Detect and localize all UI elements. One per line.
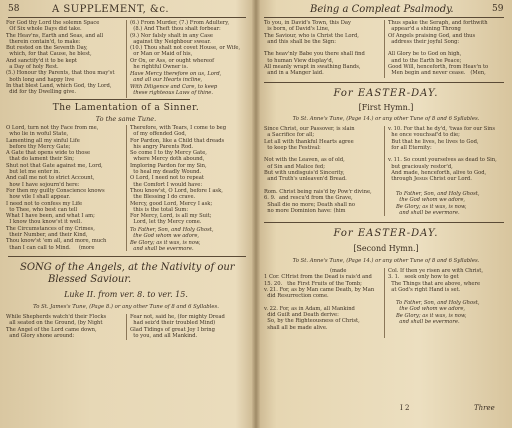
- verse-line: before thy Mercy Gate;: [6, 143, 71, 150]
- verse-line: the God whom we adore,: [396, 306, 466, 313]
- song-tune: To St. James's Tune, (Page 8.) or any other Tune of 8 and 6 Syllables.: [33, 304, 219, 310]
- verse-line: of my offended God,: [130, 131, 187, 138]
- verse-line: to you, and all Mankind.: [130, 332, 198, 339]
- verse-line: through Jesus Christ our Lord.: [388, 176, 472, 183]
- lament-col-right: [130, 125, 226, 226]
- right-running-head: Being a Compleat Psalmody.: [310, 4, 454, 15]
- verse-line: he rightful Owner is.: [130, 64, 189, 71]
- verse-line: Shall die no more; Death shall no: [264, 201, 355, 208]
- verse-line: O Lord, turn not thy Face from me,: [6, 125, 99, 131]
- verse-line: For God thy Lord the solemn Space: [6, 20, 100, 26]
- lament-col-divider: [126, 125, 127, 251]
- right-section-rule-2: [264, 222, 504, 223]
- verse-line: Mercy, good Lord, Mercy I ask;: [130, 200, 213, 207]
- easter2-col-divider: [384, 268, 385, 338]
- verse-line: O Lord, I need not to repeat: [130, 175, 204, 182]
- verse-line: all seated on the Ground, (by Night: [6, 320, 103, 327]
- verse-line: What I have been, and what I am;: [6, 213, 95, 220]
- right-top-col-divider: [384, 20, 385, 78]
- verse-line: but let me enter in.: [6, 169, 61, 176]
- song-col-left: [6, 314, 106, 339]
- verse-line: a Day of holy Rest.: [6, 64, 59, 71]
- verse-line: Be Glory; as it was, is now,: [130, 239, 201, 246]
- verse-line: appear'd a shining Throng: [388, 26, 461, 33]
- verse-line: Since Christ, our Passover, is slain: [264, 126, 355, 132]
- verse-line: So come I to thy Mercy Gate,: [130, 150, 207, 157]
- verse-line: and shall be evermore.: [396, 318, 460, 325]
- verse-line: no more Dominion have: (him: [264, 207, 346, 214]
- verse-line: Thus spake the Seraph, and forthwith: [388, 20, 488, 26]
- lament-tune: To the same Tune.: [95, 115, 157, 123]
- verse-line: and Truth's unleaven'd Bread.: [264, 176, 347, 183]
- verse-line: The Heav'ns, Earth and Seas, and all: [6, 32, 104, 39]
- verse-line: The heav'nly Babe you there shall find: [264, 51, 365, 58]
- left-top-col-divider: [126, 20, 127, 98]
- verse-line: All Glory be to God on high,: [388, 51, 462, 58]
- verse-line: (6.) From Murder, (7.) From Adultery,: [130, 20, 230, 26]
- verse-line: the God whom we adore,: [130, 233, 200, 240]
- verse-line: address their joyful Song:: [388, 38, 460, 45]
- left-section-rule-2: [8, 256, 246, 257]
- verse-line: to human View display'd,: [264, 57, 334, 64]
- verse-line: his angry Parents Rod.: [130, 143, 194, 150]
- easter2-hymn: [Second Hymn.]: [353, 244, 419, 253]
- verse-line: both long and happy live: [6, 76, 75, 83]
- verse-line: a Sacrifice for all;: [264, 132, 315, 139]
- verse-line: To Father, Son, and Holy Ghost,: [130, 227, 214, 233]
- verse-line: for all Eternity:: [388, 144, 432, 151]
- left-page: [0, 0, 252, 428]
- verse-line: the Comfort I would have:: [130, 181, 203, 188]
- verse-line: And call me not to strict Account,: [6, 175, 95, 182]
- easter2-tune: To St. Anne's Tune, (Page 14.) or any other Tune of 8 and 6 Syllables.: [292, 258, 480, 264]
- right-head-rule: [264, 17, 504, 18]
- verse-line: With Diligence and Care, to keep: [130, 83, 218, 90]
- lament-title: The Lamentation of a Sinner.: [52, 103, 200, 113]
- verse-line: To you, in David's Town, this Day: [264, 20, 351, 26]
- left-top-col-right: [130, 20, 240, 70]
- verse-line: and this shall be the Sign:: [264, 38, 336, 45]
- verse-line: Of Six whole Days did take.: [6, 26, 82, 33]
- verse-line: The Angel of the Lord came down,: [6, 326, 97, 333]
- verse-line: In that blest Land, which God, thy Lord,: [6, 82, 112, 89]
- verse-line: Fear not, said he, (for mighty Dread: [130, 314, 225, 320]
- verse-line: did for thy Dwelling give.: [6, 89, 77, 96]
- verse-line: or Man or Maid of his,: [130, 51, 193, 58]
- left-page-number: 58: [8, 4, 20, 14]
- verse-line: and Glory shone around:: [6, 332, 75, 339]
- right-top-col-right: [388, 20, 488, 77]
- verse-line: v. 21. For, as by Man came Death, by Man: [264, 286, 375, 293]
- verse-line: So, by the Righteousness of Christ,: [264, 318, 360, 325]
- verse-line: v. 11. So count yourselves as dead to Sin,: [388, 157, 497, 164]
- verse-line: where Mercy doth abound,: [130, 156, 205, 163]
- song-title-line1: SONG of the Angels, at the Nativity of our: [20, 262, 235, 273]
- verse-line: this is the total Sum:: [130, 206, 189, 213]
- verse-line: (8.) And Theft thou shalt forbear:: [130, 26, 221, 33]
- song-title-line2: Blessed Saviour.: [48, 274, 132, 285]
- lament-col-right-doxology: [130, 227, 213, 252]
- verse-line: and to the Earth be Peace;: [388, 57, 462, 64]
- verse-line: Lord, let thy Mercy come.: [130, 219, 202, 226]
- left-top-col-left: [6, 20, 114, 96]
- book-gutter: [252, 0, 260, 428]
- verse-line: All meanly wrapt in swathing Bands,: [264, 64, 361, 71]
- verse-line: The Things that are above, where: [388, 280, 481, 287]
- verse-line: Be Glory; as it was, is now,: [396, 312, 467, 319]
- easter2-col-left: [264, 268, 374, 331]
- right-top-col-left: [264, 20, 365, 77]
- easter2-title: For EASTER-DAY.: [333, 228, 439, 239]
- easter1-title: For EASTER-DAY.: [333, 88, 439, 99]
- verse-line: how vile I shall appear.: [6, 194, 71, 201]
- lament-col-left: [6, 125, 106, 251]
- verse-line: Thou know'st 'em all, and more, much: [6, 238, 107, 245]
- left-section-rule-1: [60, 99, 190, 100]
- verse-line: The Saviour, who is Christ the Lord,: [264, 32, 359, 39]
- verse-line: Not with the Leaven, as of old,: [264, 157, 345, 164]
- left-top-col-right-doxology: [130, 71, 221, 96]
- verse-line: and all our Hearts incline,: [130, 77, 203, 84]
- easter2-col-right: [388, 268, 483, 293]
- left-head-rule: [8, 17, 246, 18]
- verse-line: (9.) Nor falsly shalt in any Case: [130, 32, 213, 39]
- catchword: Three: [474, 404, 495, 412]
- verse-line: how I have sojourn'd here:: [6, 181, 80, 188]
- verse-line: which, for that Cause, he blest,: [6, 51, 92, 58]
- verse-line: To Father, Son, and Holy Ghost,: [396, 191, 480, 197]
- song-reference: Luke II. from ver. 8. to ver. 15.: [64, 290, 188, 299]
- right-page-number: 59: [492, 4, 504, 14]
- verse-line: I need not to confess my Life: [6, 200, 83, 207]
- verse-line: Thou know'st, O Lord, before I ask,: [130, 187, 223, 194]
- verse-line: To Father, Son, and Holy Ghost,: [396, 300, 480, 306]
- verse-line: therein contain'd, to make:: [6, 38, 81, 45]
- verse-line: (5.) Honour thy Parents, that thou may'st: [6, 70, 115, 77]
- verse-line: and shall be evermore.: [396, 209, 460, 216]
- verse-line: Rom. Christ being rais'd by Pow'r divine,: [264, 188, 372, 195]
- verse-line: The Circumstances of my Crimes,: [6, 225, 95, 232]
- easter1-col-left: [264, 126, 372, 214]
- left-running-head: A SUPPLEMENT, &c.: [52, 4, 170, 15]
- verse-line: Therefore, with Tears, I come to beg: [130, 125, 227, 131]
- verse-line: against thy Neighbour swear.: [130, 38, 211, 45]
- verse-line: But rested on the Seventh Day,: [6, 45, 88, 52]
- easter1-tune: To St. Anne's Tune, (Page 14.) or any other Tune of 8 and 6 Syllables.: [292, 116, 480, 122]
- verse-line: Shut not that Gate against me, Lord,: [6, 162, 103, 169]
- verse-line: to heal my deadly Wound.: [130, 169, 202, 176]
- verse-line: For Pardon, like a Child that dreads: [130, 137, 225, 144]
- verse-line: While Shepherds watch'd their Flocks: [6, 314, 107, 320]
- verse-line: Glad Tidings of great Joy I bring: [130, 326, 215, 333]
- verse-line: Men begin and never cease. (Men,: [388, 70, 486, 77]
- verse-line: A Gate that opens wide to those: [6, 150, 91, 157]
- verse-line: Lamenting all my sinful Life: [6, 137, 80, 144]
- verse-line: v. 22. For, as in Adam, all Mankind: [264, 305, 355, 312]
- verse-line: For then my guilty Conscience knows: [6, 187, 105, 194]
- verse-line: For Mercy, Lord, is all my Suit;: [130, 213, 212, 220]
- verse-line: and in a Manger laid.: [264, 70, 324, 77]
- verse-line: of Sin and Malice fed;: [264, 163, 326, 170]
- verse-line: But that he lives, he lives to God,: [388, 138, 479, 145]
- verse-line: But with undisguis'd Sincerity,: [264, 170, 345, 177]
- right-section-rule-1: [264, 82, 504, 83]
- verse-line: the Blessing I do crave.: [130, 194, 196, 201]
- verse-line: (10.) Thou shalt not covet House, or Wife,: [130, 45, 241, 52]
- verse-line: at God's right Hand is set.: [388, 286, 461, 293]
- verse-line: 3. 1. seek only how to get: [388, 274, 459, 281]
- verse-line: Let all with thankful Hearts agree: [264, 138, 354, 145]
- verse-line: 6. 9. and rescu'd from the Grave,: [264, 195, 353, 202]
- verse-line: And made, henceforth, alive to God,: [388, 170, 487, 177]
- verse-line: that do lament their Sin;: [6, 156, 75, 163]
- verse-line: v. 10. For that he dy'd, 'twas for our Sins: [388, 126, 496, 132]
- easter1-col-divider: [384, 126, 385, 216]
- verse-line: to Thee, who best can tell: [6, 206, 78, 213]
- right-page: [260, 0, 512, 428]
- verse-line: Good Will, henceforth, from Heav'n to: [388, 64, 489, 71]
- verse-line: is born, of David's Line,: [264, 26, 330, 33]
- verse-line: he once vouchsaf'd to die;: [388, 132, 460, 139]
- easter2-col-right-doxology: [396, 300, 479, 325]
- verse-line: did Guilt and Death derive:: [264, 312, 339, 319]
- verse-line: Be Glory; as it was, is now,: [396, 203, 467, 210]
- easter1-col-right-doxology: [396, 191, 479, 216]
- verse-line: the God whom we adore,: [396, 197, 466, 204]
- verse-line: 1 Cor. CHrist from the Dead is rais'd and: [264, 274, 372, 281]
- verse-line: who lie in woful State,: [6, 131, 69, 138]
- verse-line: Of Angels praising God, and thus: [388, 32, 476, 39]
- verse-line: Col. If then ye risen are with Christ,: [388, 268, 483, 274]
- verse-line: these righteous Laws of thine.: [130, 89, 214, 96]
- verse-line: (made: [264, 268, 347, 274]
- verse-line: did Resurrection come.: [264, 293, 329, 300]
- verse-line: Have Mercy therefore on us, Lord,: [130, 71, 222, 77]
- song-col-right: [130, 314, 225, 339]
- verse-line: than I can call to Mind. (more: [6, 244, 95, 251]
- verse-line: Imploring Pardon for my Sin,: [130, 162, 207, 169]
- verse-line: Or Ox, or Ass, or ought whereof: [130, 57, 215, 64]
- verse-line: had seiz'd their troubled Mind): [130, 320, 216, 327]
- verse-line: and shall be evermore.: [130, 245, 194, 252]
- signature-mark: I 2: [400, 404, 410, 412]
- easter1-hymn: [First Hymn.]: [358, 103, 414, 112]
- verse-line: shall all be made alive.: [264, 324, 328, 331]
- verse-line: I know thou know'st it well.: [6, 219, 82, 226]
- verse-line: And sanctify'd it to be kept: [6, 57, 77, 64]
- verse-line: their Number, and their Kind,: [6, 232, 88, 239]
- verse-line: 15. 20. the First Fruits of the Tomb;: [264, 280, 362, 287]
- song-col-divider: [126, 314, 127, 340]
- verse-line: but graciously restor'd,: [388, 163, 453, 170]
- verse-line: to keep the Festival:: [264, 144, 321, 151]
- easter1-col-right: [388, 126, 497, 183]
